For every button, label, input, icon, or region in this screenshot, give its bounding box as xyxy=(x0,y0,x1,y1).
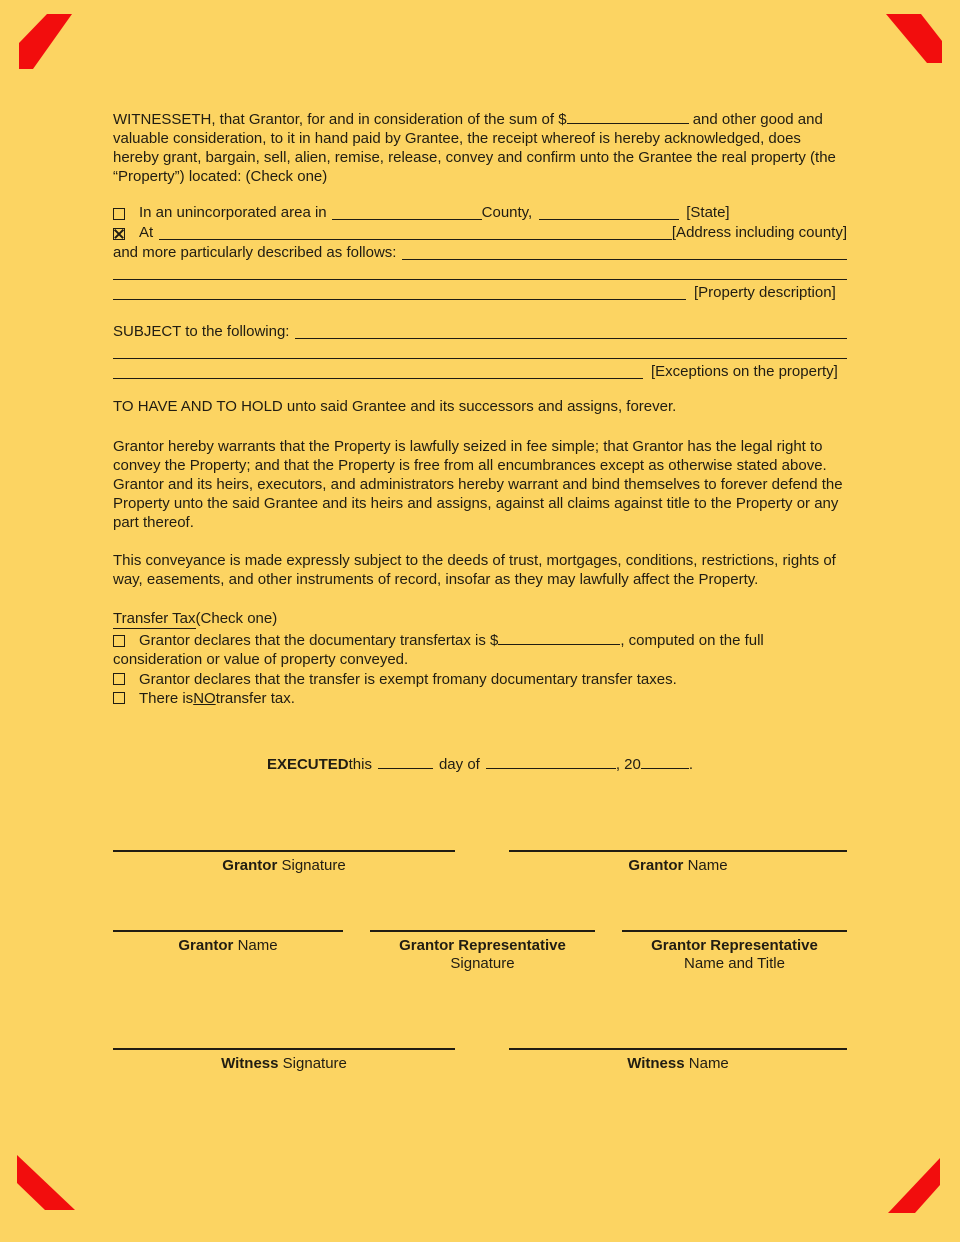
transfer-tax-option3-checkbox[interactable] xyxy=(113,692,125,704)
witness-name-label-rest: Name xyxy=(688,1054,729,1072)
witness-name-field xyxy=(509,1048,847,1073)
habendum-clause: TO HAVE AND TO HOLD unto said Grantee and its successors and assigns, forever. xyxy=(113,398,677,415)
grantor-name-label-bold: Grantor xyxy=(628,856,684,874)
transfer-tax-option2-checkbox[interactable] xyxy=(113,673,125,685)
transfer-tax-option3-before: There is xyxy=(139,690,194,707)
executed-year-prefix: , 20 xyxy=(615,755,641,773)
conveyance-paragraph: This conveyance is made expressly subject to the deeds of trust, mortgages, conditions, restrictions, rights of way, easements, and other instruments of record, insofar as they may lawfully affect the Property. xyxy=(113,552,836,588)
sum-amount-blank[interactable] xyxy=(567,108,689,124)
signature-row-2 xyxy=(113,930,847,973)
grantor-representative-signature-label xyxy=(370,937,595,973)
described-as-follows-row xyxy=(113,243,847,263)
executed-period: . xyxy=(688,755,694,773)
grantor-representative-signature-field xyxy=(370,930,595,973)
witness-name-line[interactable] xyxy=(509,1048,847,1050)
document-body xyxy=(113,0,847,1073)
grantor-name-2-label-bold: Grantor xyxy=(178,936,234,954)
grantor-name-2-line[interactable] xyxy=(113,930,343,932)
transfer-tax-option-3 xyxy=(113,689,847,709)
witness-signature-label xyxy=(113,1055,455,1073)
witness-name-label-bold: Witness xyxy=(627,1054,685,1072)
location-option-unincorporated xyxy=(113,203,847,223)
transfer-tax-check-one: (Check one) xyxy=(195,610,278,627)
witness-signature-line[interactable] xyxy=(113,1048,455,1050)
grantor-signature-field xyxy=(113,850,455,875)
intro-text-before: WITNESSETH, that Grantor, for and in consideration of the sum of $ xyxy=(113,111,567,128)
grantor-representative-signature-line[interactable] xyxy=(370,930,595,932)
property-description-bracket-label: [Property description] xyxy=(694,284,836,301)
subject-lead-row xyxy=(113,322,847,342)
grantor-name-label-rest: Name xyxy=(687,856,728,874)
grantor-representative-signature-label-bold: Grantor Representative xyxy=(399,936,566,954)
transfer-tax-heading-row xyxy=(113,609,847,629)
grantor-representative-name-label-bold: Grantor Representative xyxy=(651,936,818,954)
subject-rule-row xyxy=(113,342,847,362)
address-bracket-label: [Address including county] xyxy=(671,224,847,241)
county-word: County, xyxy=(481,204,533,221)
grantor-name-2-field xyxy=(113,930,343,973)
corner-ribbon-top-left-icon xyxy=(12,12,74,72)
transfer-tax-option1-checkbox[interactable] xyxy=(113,635,125,647)
execution-date-line xyxy=(113,753,847,774)
transfer-tax-option2-text: Grantor declares that the transfer is exempt fromany documentary transfer taxes. xyxy=(139,670,677,688)
subject-blank-2[interactable] xyxy=(113,343,847,359)
grantor-name-2-label-rest: Name xyxy=(237,936,278,954)
executed-this: this xyxy=(348,755,372,773)
location-option-at-address xyxy=(113,223,847,243)
witness-signature-field xyxy=(113,1048,455,1073)
unincorporated-area-checkbox[interactable] xyxy=(113,208,125,220)
address-blank[interactable] xyxy=(159,224,672,240)
grantor-representative-name-field xyxy=(622,930,847,973)
grantor-representative-name-label xyxy=(622,937,847,973)
grantor-name-line[interactable] xyxy=(509,850,847,852)
description-rule-row xyxy=(113,263,847,283)
at-address-checkbox[interactable] xyxy=(113,228,125,240)
described-as-follows-text: and more particularly described as follows: xyxy=(113,244,397,261)
corner-ribbon-top-right-icon xyxy=(884,12,944,66)
warranty-paragraph: Grantor hereby warrants that the Property is lawfully seized in fee simple; that Grantor has the legal right to convey the Property; and that the Property is free from all encumbrances except as otherwise stated above. Grantor and its heirs, executors, and administrators hereby warrant and bind themselves to forever defend the Property unto the said Grantee and its heirs and assigns, against all claims against title to the Property or any part thereof. xyxy=(113,438,843,531)
intro-text-after: and other good and valuable consideration, to it in hand paid by Grantee, the receipt whereof is hereby acknowledged, does hereby grant, bargain, sell, alien, remise, release, convey and confirm unto the Grantee the real property (the “Property”) located: (Check one) xyxy=(113,111,836,185)
at-option-text: At xyxy=(139,224,154,241)
transfer-tax-amount-blank[interactable] xyxy=(498,629,620,645)
exceptions-bracket-label: [Exceptions on the property] xyxy=(651,363,838,380)
executed-word: EXECUTED xyxy=(266,755,349,773)
county-name-blank[interactable] xyxy=(332,204,482,220)
grantor-representative-name-label-rest: Name and Title xyxy=(684,954,785,972)
property-description-row xyxy=(113,283,847,303)
transfer-tax-heading: Transfer Tax xyxy=(113,610,196,627)
signature-row-3 xyxy=(113,1048,847,1073)
witness-signature-label-rest: Signature xyxy=(282,1054,347,1072)
signature-row-1 xyxy=(113,850,847,875)
grantor-representative-signature-label-rest: Signature xyxy=(450,954,515,972)
transfer-tax-section xyxy=(113,609,847,709)
witness-name-label xyxy=(509,1055,847,1073)
transfer-tax-option1-before: Grantor declares that the documentary transfertax is $ xyxy=(139,631,499,649)
grantor-name-2-label xyxy=(113,937,343,955)
description-blank-2[interactable] xyxy=(113,264,847,280)
state-name-blank[interactable] xyxy=(539,204,679,220)
grantor-representative-name-line[interactable] xyxy=(622,930,847,932)
subject-blank-3[interactable] xyxy=(113,363,643,379)
grantor-signature-line[interactable] xyxy=(113,850,455,852)
exceptions-row xyxy=(113,362,847,382)
grantor-signature-label xyxy=(113,857,455,875)
witness-signature-label-bold: Witness xyxy=(221,1054,279,1072)
corner-ribbon-bottom-right-icon xyxy=(886,1156,944,1216)
transfer-tax-option-1 xyxy=(113,629,847,670)
transfer-tax-no-word: NO xyxy=(193,690,216,707)
description-blank-3[interactable] xyxy=(113,284,686,300)
grantor-signature-label-bold: Grantor xyxy=(222,856,278,874)
executed-year-blank[interactable] xyxy=(641,753,689,769)
state-bracket-label: [State] xyxy=(686,204,730,221)
executed-month-blank[interactable] xyxy=(486,753,616,769)
corner-ribbon-bottom-left-icon xyxy=(15,1153,77,1213)
subject-blank-1[interactable] xyxy=(295,323,847,339)
grantor-name-label xyxy=(509,857,847,875)
description-blank-1[interactable] xyxy=(402,244,847,260)
transfer-tax-option1-after: , computed on the full consideration or value of property conveyed. xyxy=(113,631,764,668)
intro-paragraph xyxy=(113,108,847,186)
unincorporated-option-text: In an unincorporated area in xyxy=(139,204,327,221)
subject-lead-text: SUBJECT to the following: xyxy=(113,323,290,340)
grantor-signature-label-rest: Signature xyxy=(281,856,346,874)
executed-day-of: day of xyxy=(438,755,480,773)
grantor-name-field xyxy=(509,850,847,875)
executed-day-blank[interactable] xyxy=(378,753,433,769)
transfer-tax-option-2 xyxy=(113,670,847,690)
transfer-tax-option3-after: transfer tax. xyxy=(215,690,295,707)
